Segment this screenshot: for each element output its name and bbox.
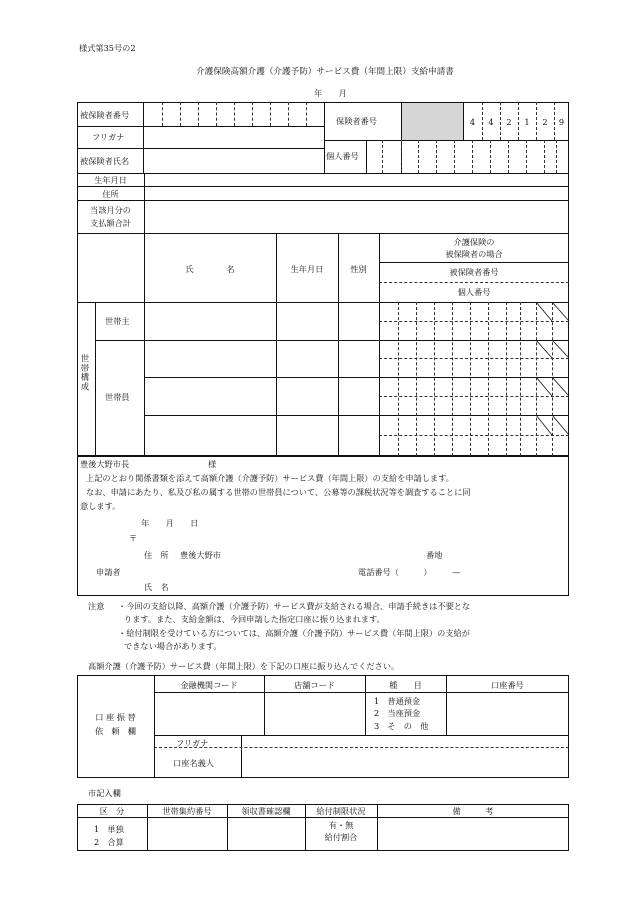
main-form-table <box>77 102 569 456</box>
insurer-digit: 2 <box>542 117 548 127</box>
household-composition-label: 世帯構成 <box>80 354 90 392</box>
insurance-case-header: 介護保険の <box>453 237 495 247</box>
household-gender-header: 性別 <box>350 264 367 274</box>
applicant-label: 申請者 <box>96 567 121 577</box>
insured-name-label: 被保険者氏名 <box>80 156 130 166</box>
category-option: 1 単独 <box>94 824 124 834</box>
banchi-label: 番地 <box>426 550 443 560</box>
insurer-digit: 2 <box>506 117 512 127</box>
household-name-header: 氏 名 <box>185 264 235 274</box>
note-2-line-2: できない場合があります。 <box>124 641 222 651</box>
furigana-label: フリガナ <box>92 132 125 142</box>
account-number-header: 口座番号 <box>491 680 524 690</box>
bank-section-label: 口 座 振 替 <box>95 712 136 722</box>
holder-furigana-label: フリガナ <box>176 738 209 748</box>
household-insured-number-header: 被保険者番号 <box>449 267 499 277</box>
household-personal-number-header: 個人番号 <box>457 287 491 297</box>
city-col-remarks: 備 考 <box>452 806 494 816</box>
insurer-number-shaded-cell <box>402 103 463 140</box>
declaration-line-1: 上記のとおり関係書類を添えて高額介護（介護予防）サービス費（年間上限）の支給を申請します。 <box>86 473 454 483</box>
note-1-line-2: ります。また、支給金額は、今回申請した指定口座に振り込まれます。 <box>124 614 385 624</box>
notes-label: 注意 <box>88 601 105 611</box>
declaration-line-3: 意します。 <box>80 501 121 511</box>
total-payment-label-2: 支払額合計 <box>90 218 131 228</box>
personal-number-label: 個人番号 <box>326 151 359 161</box>
note-2-line-1: ・給付制限を受けている方については、高額介護（介護予防）サービス費（年間上限）の支給が <box>118 628 470 638</box>
bank-section-label-2: 依 頼 欄 <box>95 726 136 736</box>
phone-number-field: 電話番号（ ） — <box>358 567 461 577</box>
benefit-ratio-label: 給付割合 <box>324 832 358 842</box>
addressee: 豊後大野市長 <box>80 459 130 469</box>
declaration-line-2: なお、申請にあたり、私及び私の属する世帯の世帯員について、公募等の課税状況等を調査することに同 <box>86 487 471 497</box>
household-dob-header: 生年月日 <box>290 264 324 274</box>
total-payment-label: 当該月分の <box>90 205 131 215</box>
household-member-label: 世帯員 <box>105 392 130 402</box>
insurer-digit: 9 <box>558 117 565 127</box>
note-1-line-1: ・今回の支給以降、高額介護（介護予防）サービス費が支給される場合、申請手続きは不要とな <box>118 601 471 611</box>
postal-mark: 〒 <box>129 533 138 543</box>
applicant-address-label: 住 所 <box>144 550 169 560</box>
account-type-option: 1 普通預金 <box>374 696 421 706</box>
form-number: 様式第35号の2 <box>79 43 136 53</box>
application-date: 年 月 日 <box>141 518 199 528</box>
crossed-cells <box>536 302 570 456</box>
account-holder-label: 口座名義人 <box>173 758 214 768</box>
household-head-label: 世帯主 <box>105 316 130 326</box>
city-col-restriction: 給付制限状況 <box>316 806 366 816</box>
address-label: 住所 <box>102 189 119 199</box>
account-type-option: 3 そ の 他 <box>374 721 429 731</box>
institution-code-header: 金融機関コード <box>180 680 238 690</box>
restriction-yes-no: 有・無 <box>328 820 354 830</box>
date-line: 年 月 <box>314 88 347 98</box>
dob-label: 生年月日 <box>94 175 127 185</box>
bank-intro: 高額介護（介護予防）サービス費（年間上限）を下記の口座に振り込んでください。 <box>88 661 400 671</box>
insurer-digit: 4 <box>469 117 476 127</box>
city-col-household-number: 世帯集約番号 <box>162 806 212 816</box>
applicant-city: 豊後大野市 <box>180 550 221 560</box>
insurance-case-header-2: 被保険者の場合 <box>445 249 503 259</box>
insurer-number-label: 保険者番号 <box>336 116 377 126</box>
applicant-name-label: 氏 名 <box>144 582 169 592</box>
city-col-receipt-check: 領収書確認欄 <box>241 806 291 816</box>
category-option: 2 合算 <box>94 837 124 847</box>
insured-number-label: 被保険者番号 <box>80 110 130 120</box>
branch-code-header: 店舗コード <box>294 680 335 690</box>
form-title: 介護保険高額介護（介護予防）サービス費（年間上限）支給申請書 <box>196 67 454 77</box>
account-type-option: 2 当座預金 <box>374 708 421 718</box>
account-type-header: 種 目 <box>389 680 422 690</box>
city-use-title: 市記入欄 <box>88 788 121 798</box>
city-col-category: 区 分 <box>99 806 125 816</box>
insurer-digit: 4 <box>488 117 494 127</box>
insurer-digit: 1 <box>524 117 530 127</box>
addressee-sama: 様 <box>208 459 217 469</box>
